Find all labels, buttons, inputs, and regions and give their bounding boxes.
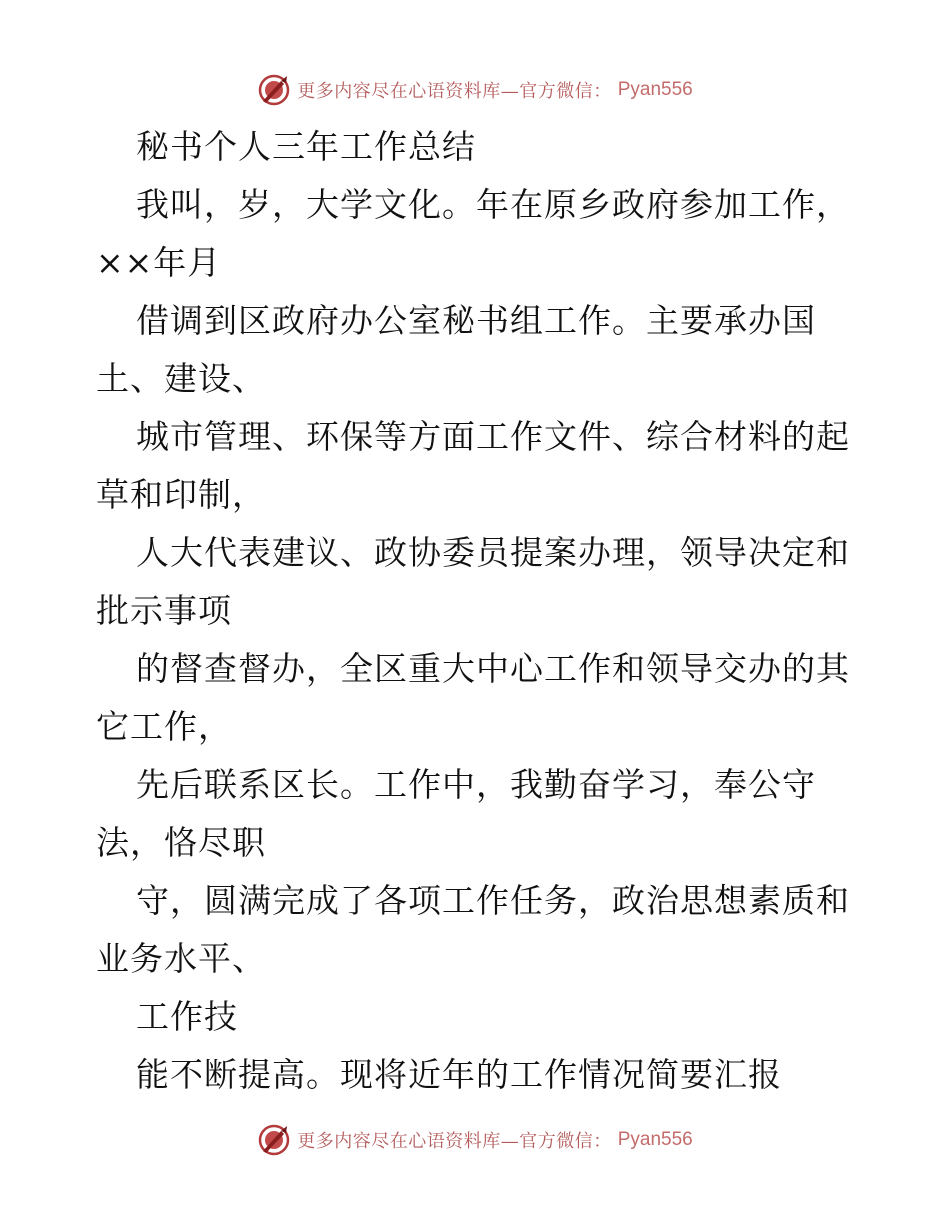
text-line: 土、建设、 xyxy=(96,359,266,398)
header-brand-text: 更多内容尽在心语资料库—官方微信： xyxy=(297,81,612,102)
text-line: 城市管理、环保等方面工作文件、综合材料的起 xyxy=(136,417,850,456)
document-title: 秘书个人三年工作总结 xyxy=(136,127,476,166)
text-line: 业务水平、 xyxy=(96,939,266,978)
text-line: 工作技 xyxy=(136,997,238,1036)
text-line: 人大代表建议、政协委员提案办理，领导决定和 xyxy=(136,533,850,572)
text-line: 借调到区政府办公室秘书组工作。主要承办国 xyxy=(136,301,816,340)
footer-watermark-banner xyxy=(0,1120,950,1160)
quill-circle-icon xyxy=(257,1123,291,1157)
text-line: 草和印制， xyxy=(96,475,266,514)
quill-circle-icon xyxy=(257,73,291,107)
text-line: ××年月 xyxy=(96,243,222,282)
document-body xyxy=(96,118,856,1104)
footer-brand-text: 更多内容尽在心语资料库—官方微信： xyxy=(297,1131,612,1152)
text-line: 守，圆满完成了各项工作任务，政治思想素质和 xyxy=(136,881,850,920)
text-line: 能不断提高。现将近年的工作情况简要汇报 xyxy=(136,1055,782,1094)
text-line: 批示事项 xyxy=(96,591,232,630)
header-account-text: Pyan556 xyxy=(617,79,693,100)
text-line: 法，恪尽职 xyxy=(96,823,266,862)
text-line: 我叫，岁，大学文化。年在原乡政府参加工作， xyxy=(136,185,850,224)
text-line: 它工作， xyxy=(96,707,232,746)
footer-account-text: Pyan556 xyxy=(617,1129,693,1150)
header-watermark-banner xyxy=(0,70,950,110)
text-line: 的督查督办，全区重大中心工作和领导交办的其 xyxy=(136,649,850,688)
text-line: 先后联系区长。工作中，我勤奋学习，奉公守 xyxy=(136,765,816,804)
